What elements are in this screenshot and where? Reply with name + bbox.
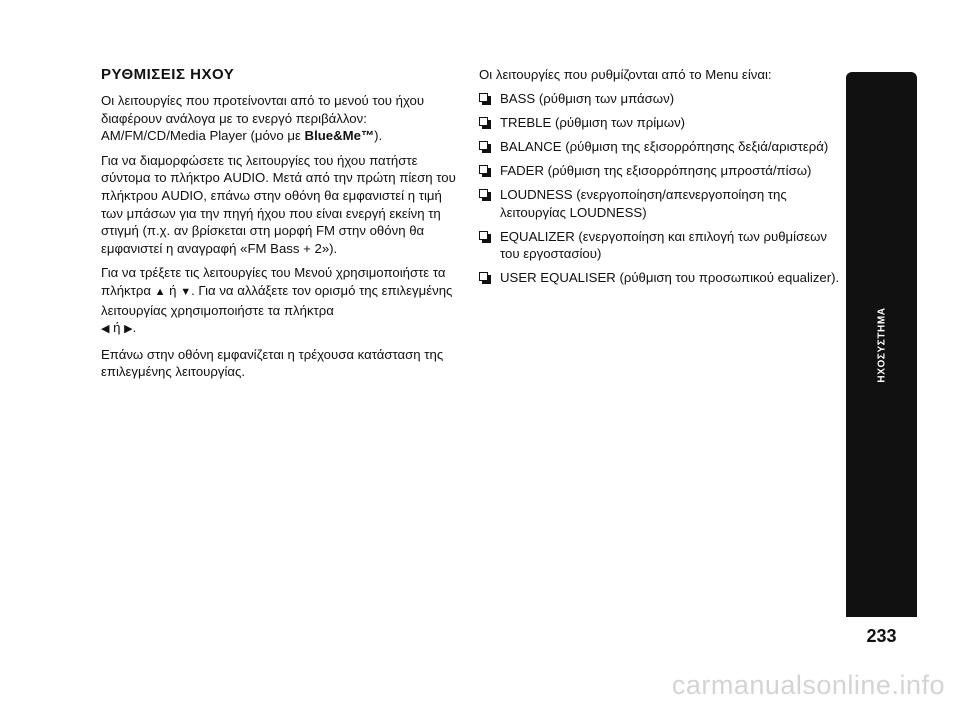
section-heading: ΡΥΘΜΙΣΕΙΣ ΗΧΟΥ	[101, 66, 235, 83]
page-number: 233	[866, 626, 897, 646]
list-item-text: FADER (ρύθμιση της εξισορρόπησης μπροστά/πίσω)	[500, 162, 812, 178]
arrow-up-icon: ▲	[154, 285, 166, 298]
paragraph-intro-end: ).	[374, 128, 383, 144]
list-item	[479, 269, 841, 287]
list-item-text: LOUDNESS (ενεργοποίηση/απενεργοποίηση της λειτουργίας LOUDNESS)	[500, 186, 787, 220]
or-word: ή	[165, 282, 181, 298]
left-column	[101, 66, 463, 388]
functions-intro: Οι λειτουργίες που ρυθμίζονται από το Menu είναι:	[479, 67, 772, 82]
checkbox-bullet-icon	[479, 93, 488, 102]
list-item-text: BASS (ρύθμιση των μπάσων)	[500, 90, 675, 106]
chapter-side-tab	[846, 72, 917, 617]
checkbox-bullet-icon	[479, 272, 488, 281]
list-item-text: EQUALIZER (ενεργοποίηση και επιλογή των ρυθμίσεων του εργοστασίου)	[500, 228, 827, 262]
paragraph-intro	[101, 92, 463, 145]
arrow-right-icon: ▶	[124, 323, 133, 336]
or-word: ή	[109, 320, 125, 336]
list-item	[479, 186, 841, 221]
list-item	[479, 138, 841, 156]
list-item	[479, 162, 841, 180]
right-column	[479, 66, 841, 293]
blue-and-me-term: Blue&Me™	[304, 128, 375, 144]
list-item	[479, 228, 841, 263]
checkbox-bullet-icon	[479, 117, 488, 126]
chapter-tab-label: ΗΧΟΣΥΣΤΗΜΑ	[876, 306, 887, 383]
checkbox-bullet-icon	[479, 165, 488, 174]
arrow-down-icon: ▼	[180, 285, 192, 298]
list-item-text: USER EQUALISER (ρύθμιση του προσωπικού equalizer).	[500, 270, 840, 286]
list-item	[479, 90, 841, 108]
paragraph-navigation-text-a: Για να τρέξετε τις λειτουργίες του Μενού χρησιμοποιήστε τα πλήκτρα	[101, 265, 446, 298]
checkbox-bullet-icon	[479, 231, 488, 240]
checkbox-bullet-icon	[479, 189, 488, 198]
list-item-text: TREBLE (ρύθμιση των πρίμων)	[500, 114, 686, 130]
list-item	[479, 114, 841, 132]
arrow-left-icon: ◀	[101, 323, 110, 336]
paragraph-display-status: Επάνω στην οθόνη εμφανίζεται η τρέχουσα κατάσταση της επιλεγμένης λειτουργίας.	[101, 346, 444, 380]
functions-list	[479, 90, 841, 287]
list-item-text: BALANCE (ρύθμιση της εξισορρόπησης δεξιά/αριστερά)	[500, 138, 829, 154]
paragraph-audio-button: Για να διαμορφώσετε τις λειτουργίες του ήχου πατήστε σύντομα το πλήκτρο AUDIO. Μετά από την πρώτη πίεση του πλήκτρου AUDIO, επάνω στην οθόνη θα εμφανιστεί η τιμή των μπάσων για την πηγή ήχου που είναι ενεργή εκείνη τη στιγμή (π.χ. αν βρίσκεται στη μορφή FM στην οθόνη θα εμφανιστεί η αναγραφή «FM Bass + 2»).	[101, 152, 456, 256]
paragraph-navigation-end: .	[132, 320, 137, 336]
paragraph-navigation-text-b: . Για να αλλάξετε τον ορισμό της επιλεγμένης λειτουργίας χρησιμοποιήστε τα πλήκτρα	[101, 282, 453, 318]
checkbox-bullet-icon	[479, 141, 488, 150]
paragraph-navigation	[101, 264, 463, 338]
watermark-text: carmanualsonline.info	[671, 670, 945, 700]
paragraph-intro-text: Οι λειτουργίες που προτείνονται από το μενού του ήχου διαφέρουν ανάλογα με το ενεργό περιβάλλον: AM/FM/CD/Media Player (μόνο με	[101, 93, 425, 144]
